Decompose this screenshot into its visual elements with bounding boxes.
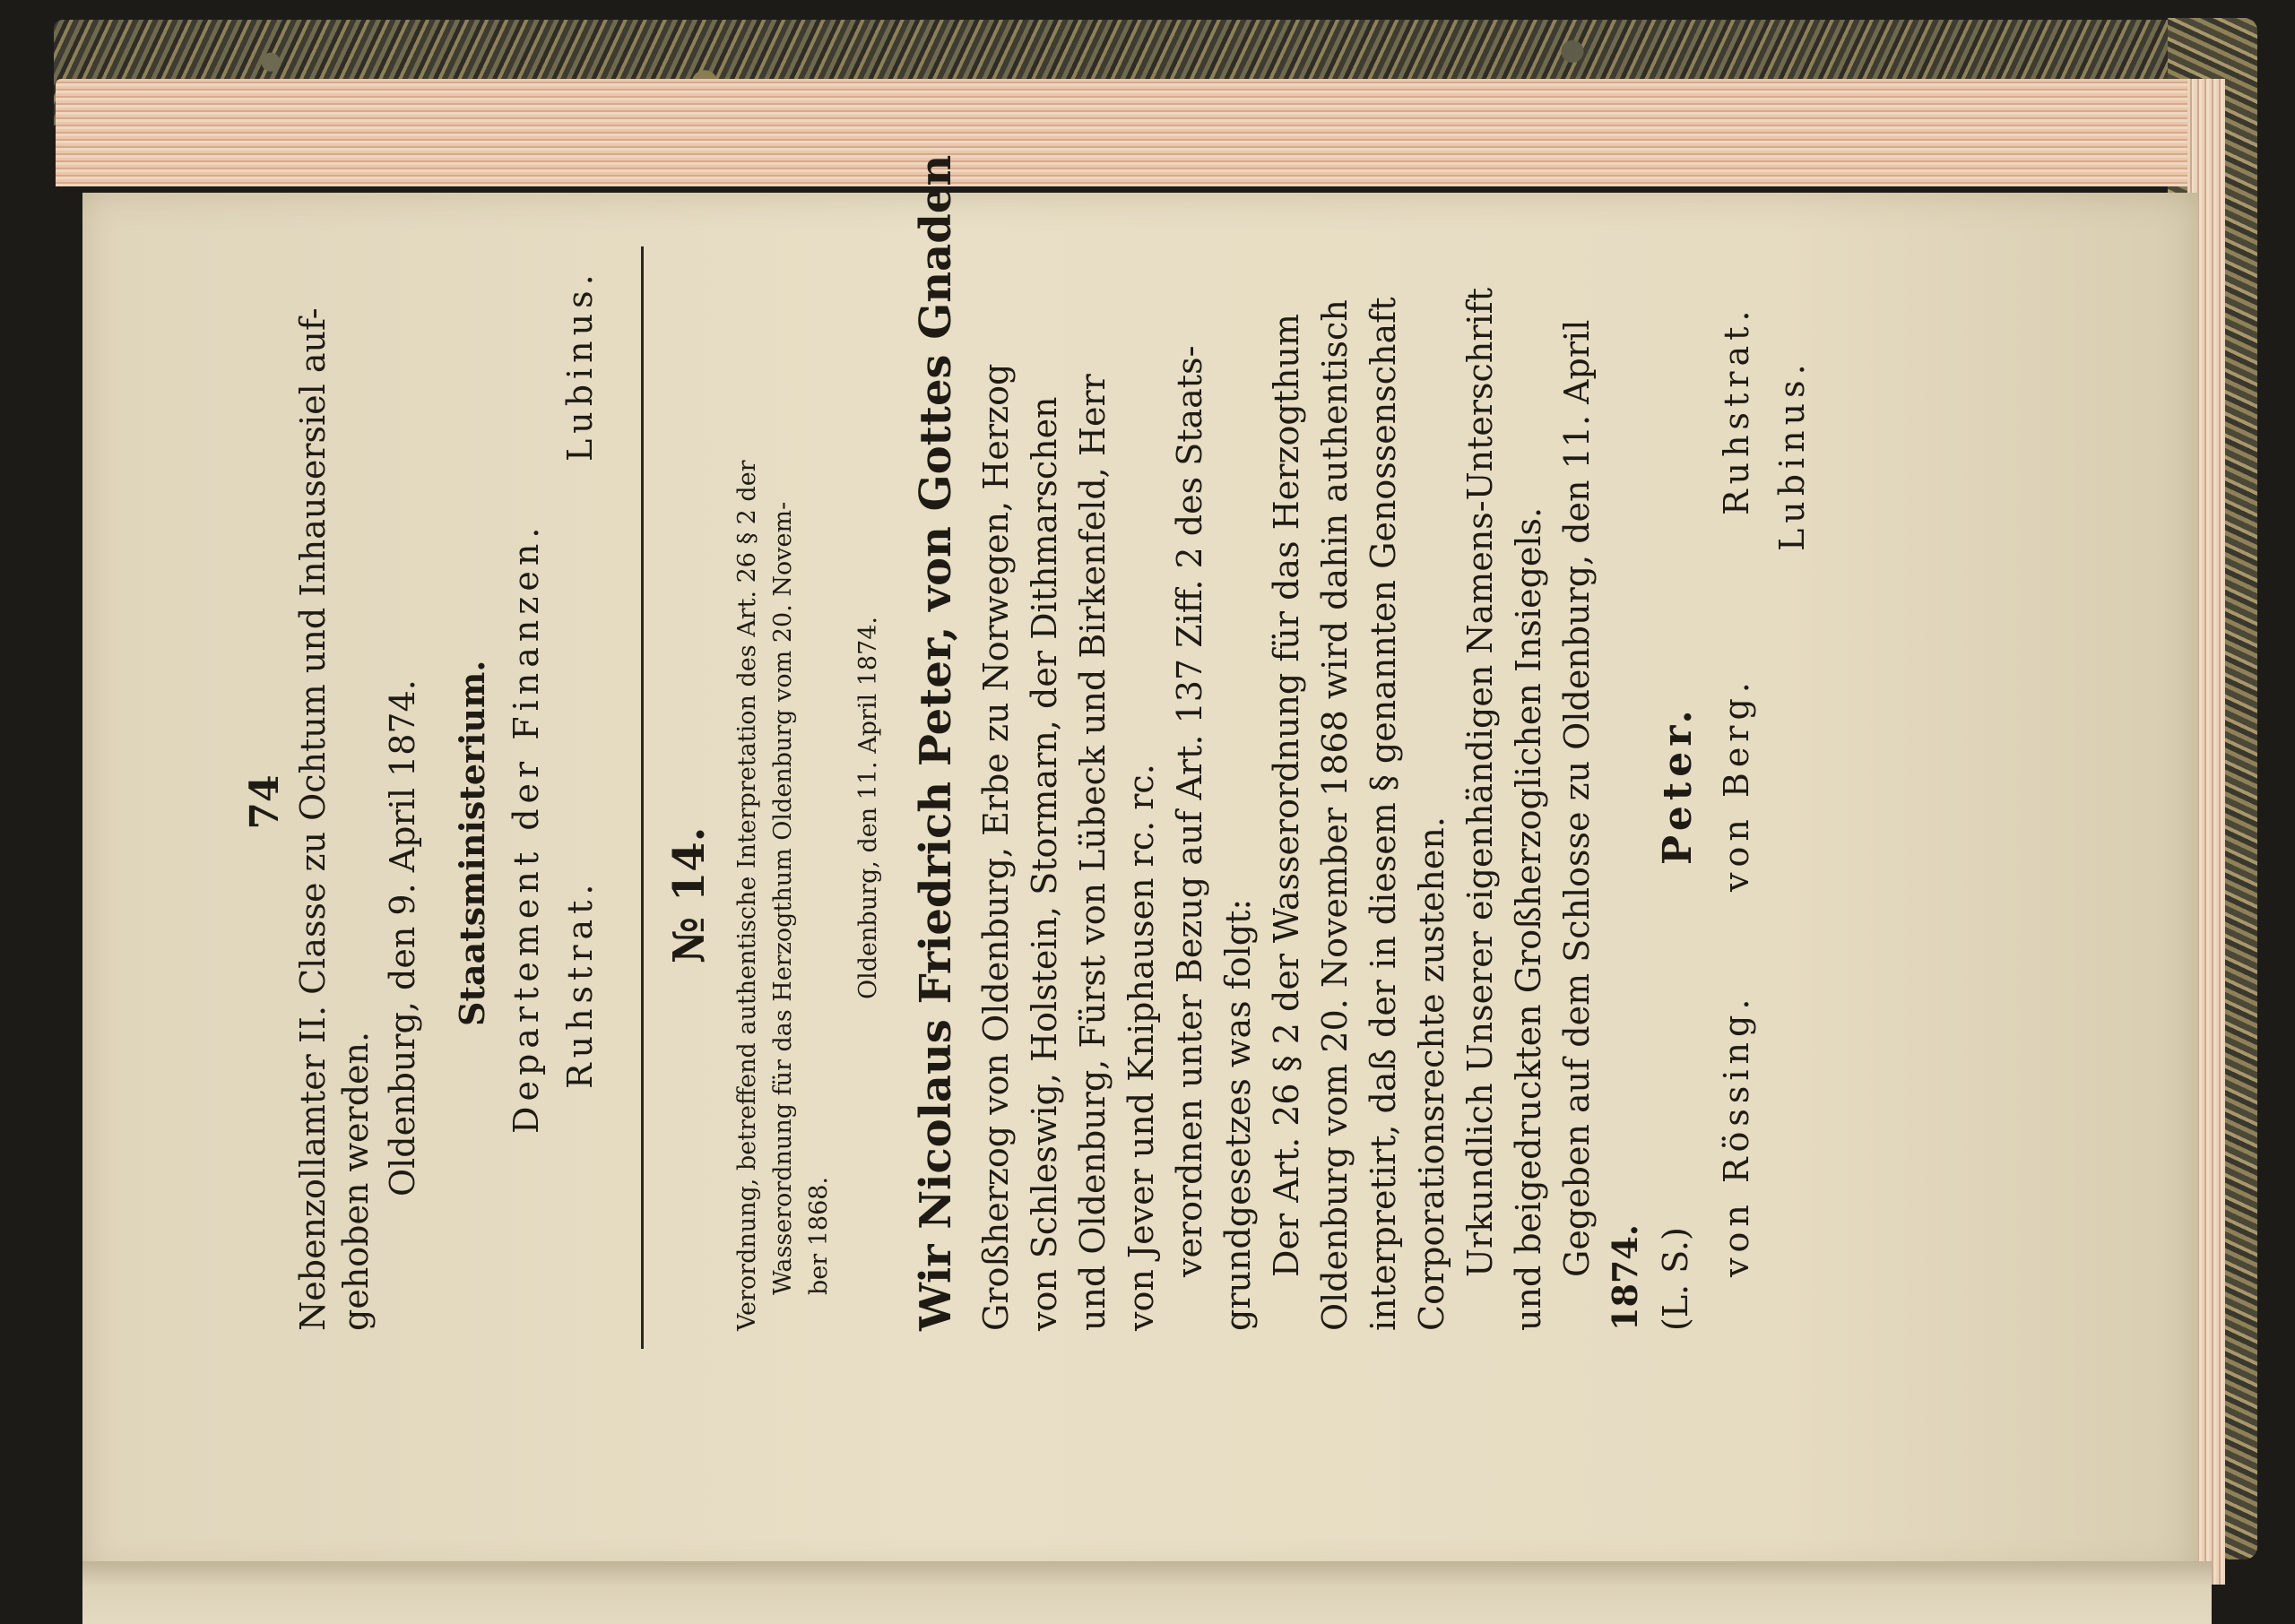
body-line-9: Oldenburg vom 20. November 1868 wird dahin authentisch bbox=[1315, 299, 1355, 1331]
body-line-10: interpretirt, daß der in diesem § genannten Genossenschaft bbox=[1364, 297, 1403, 1331]
body-line-2: Großherzog von Oldenburg, Erbe zu Norwegen, Herzog bbox=[976, 363, 1016, 1331]
countersign-berg: von Berg. bbox=[1717, 677, 1756, 892]
seal: (L. S.) bbox=[1656, 1227, 1695, 1331]
section-divider bbox=[641, 246, 644, 1349]
body-line-6: verordnen unter Bezug auf Art. 137 Ziff. 2 des Staats- bbox=[1170, 345, 1209, 1277]
body-line-8: Der Art. 26 § 2 der Wasserordnung für das Herzogthum bbox=[1267, 314, 1306, 1277]
section-number: № 14. bbox=[664, 826, 714, 963]
prev-line-1: Nebenzollamter II. Classe zu Ochtum und Inhausersiel auf- bbox=[293, 307, 333, 1331]
section-date: Oldenburg, den 11. April 1874. bbox=[854, 616, 882, 999]
prev-line-2: gehoben werden. bbox=[336, 1031, 376, 1331]
countersign-lubinus: Lubinus. bbox=[1772, 358, 1812, 551]
body-line-15: 1874. bbox=[1605, 1224, 1645, 1331]
signatory-lubinus: Lubinus. bbox=[560, 269, 600, 462]
body-line-12: Urkundlich Unserer eigenhändigen Namens-Unterschrift bbox=[1460, 288, 1500, 1277]
body-line-7: grundgesetzes was folgt: bbox=[1218, 898, 1258, 1331]
summary-line-3: ber 1868. bbox=[805, 1176, 833, 1295]
facing-page-edge bbox=[82, 1561, 2212, 1624]
body-line-4: und Oldenburg, Fürst von Lübeck und Birkenfeld, Herr bbox=[1073, 374, 1113, 1331]
signatory-ruhstrat: Ruhstrat. bbox=[560, 878, 600, 1089]
sovereign-signature: Peter. bbox=[1655, 704, 1701, 865]
body-line-13: und beigedruckten Großherzoglichen Insiegels. bbox=[1509, 506, 1548, 1331]
body-line-11: Corporationsrechte zustehen. bbox=[1412, 816, 1451, 1331]
body-line-5: von Jever und Kniphausen rc. rc. bbox=[1122, 764, 1161, 1331]
countersign-roessing: von Rössing. bbox=[1717, 993, 1756, 1277]
body-line-3: von Schleswig, Holstein, Stormarn, der Dithmarschen bbox=[1025, 396, 1064, 1331]
countersign-ruhstrat: Ruhstrat. bbox=[1717, 305, 1756, 515]
summary-line-2: Wasserordnung für das Herzogthum Oldenburg vom 20. Novem- bbox=[769, 501, 797, 1295]
ministry-name: Staatsministerium. bbox=[452, 660, 492, 1026]
page-edges-top bbox=[56, 79, 2203, 186]
page-text bbox=[224, 154, 1972, 1358]
prev-date: Oldenburg, den 9. April 1874. bbox=[383, 679, 422, 1196]
page-number: 74 bbox=[242, 774, 288, 830]
summary-line-1: Verordnung, betreffend authentische Interpretation des Art. 26 § 2 der bbox=[733, 460, 761, 1331]
body-line-1: Wir Nicolaus Friedrich Peter, von Gottes Gnaden bbox=[911, 154, 961, 1331]
body-line-14: Gegeben auf dem Schlosse zu Oldenburg, den 11. April bbox=[1557, 319, 1597, 1277]
department-name: Departement der Finanzen. bbox=[507, 522, 546, 1134]
